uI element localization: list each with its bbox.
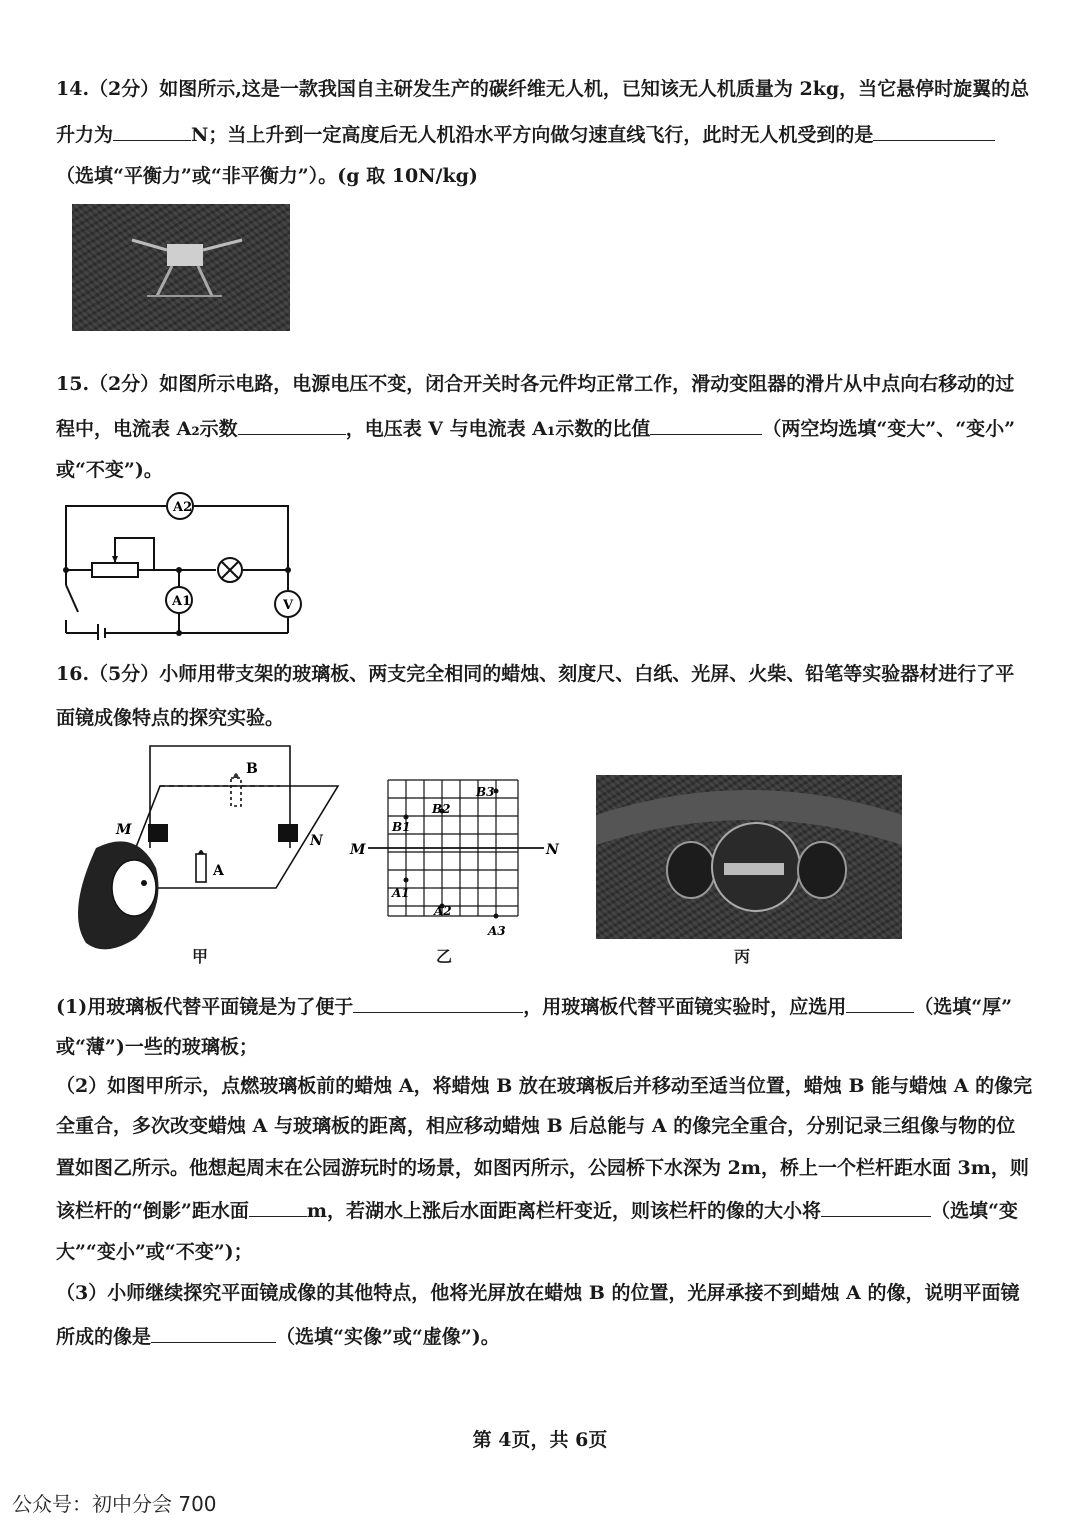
q16-p1-line-1 [56, 992, 1026, 1020]
grid-label-B2: B2 [432, 802, 451, 816]
caption-bing: 丙 [733, 947, 750, 966]
q16-p1-text-b: ，用玻璃板代替平面镜实验时，应选用 [523, 996, 847, 1018]
q14-text-a: 升力为 [56, 124, 114, 146]
q14-text-b: N；当上升到一定高度后无人机沿水平方向做匀速直线飞行，此时无人机受到的是 [191, 124, 874, 146]
q16-p2-line-4 [56, 1196, 1026, 1224]
q16-blank-3[interactable] [249, 1196, 307, 1217]
q16-p2-line-3: 置如图乙所示。他想起周末在公园游玩时的场景，如图丙所示，公园桥下水深为 2m，桥上一个栏杆距水面 3m，则 [56, 1157, 1029, 1179]
q16-p3-text-a: 所成的像是 [56, 1326, 152, 1348]
q15-line-3: 或“不变”)。 [56, 459, 163, 481]
q16-p2-text-a: 该栏杆的“倒影”距水面 [56, 1200, 249, 1222]
q16-blank-5[interactable] [151, 1322, 276, 1343]
q14-blank-1[interactable] [113, 120, 191, 141]
label-N: N [310, 833, 323, 849]
q16-line-1: 16.（5分）小师用带支架的玻璃板、两支完全相同的蜡烛、刻度尺、白纸、光屏、火柴、铅笔等实验器材进行了平 [56, 663, 1015, 685]
caption-yi: 乙 [435, 947, 452, 966]
q15-text-b: ，电压表 V 与电流表 A₁示数的比值 [345, 418, 651, 440]
watermark-text: 公众号：初中分会 700 [12, 1492, 217, 1516]
q14-blank-2[interactable] [873, 120, 995, 141]
drone-photo [72, 204, 290, 331]
q15-text-c: （两空均选填“变大”、“变小” [762, 418, 1016, 440]
q16-p1-text-a: (1)用玻璃板代替平面镜是为了便于 [56, 996, 354, 1018]
q16-p2-line-2: 全重合，多次改变蜡烛 A 与玻璃板的距离，相应移动蜡烛 B 后总能与 A 的像完全重合，分别记录三组像与物的位 [56, 1115, 1016, 1137]
q16-blank-1[interactable] [353, 992, 523, 1013]
q16-p2-line-1: （2）如图甲所示，点燃玻璃板前的蜡烛 A，将蜡烛 B 放在玻璃板后并移动至适当位置，蜡烛 B 能与蜡烛 A 的像完 [56, 1075, 1033, 1097]
page-number: 第 4页，共 6页 [472, 1429, 608, 1451]
figure-yi-grid [348, 775, 568, 940]
drone-icon [72, 204, 290, 331]
grid-label-A1: A1 [392, 886, 410, 900]
q16-p3-text-b: （选填“实像”或“虚像”)。 [276, 1326, 500, 1348]
q14-line-1: 14.（2分）如图所示,这是一款我国自主研发生产的碳纤维无人机，已知该无人机质量为 2kg，当它悬停时旋翼的总 [56, 78, 1030, 100]
q16-p3-line-2 [56, 1322, 1026, 1350]
meter-v-label: V [283, 598, 294, 613]
girl-observer-icon [78, 841, 159, 949]
q16-blank-4[interactable] [821, 1196, 931, 1217]
bridge-icon [596, 775, 902, 939]
q16-p1-text-c: （选填“厚” [914, 996, 1013, 1018]
grid-label-A2: A2 [434, 904, 452, 918]
grid-label-M: M [350, 842, 366, 858]
q15-line-1: 15.（2分）如图所示电路，电源电压不变，闭合开关时各元件均正常工作，滑动变阻器的滑片从中点向右移动的过 [56, 373, 1015, 395]
q15-text-a: 程中，电流表 A₂示数 [56, 418, 238, 440]
q16-p2-text-c: （选填“变 [930, 1200, 1018, 1222]
grid-label-B3: B3 [476, 785, 495, 799]
grid-label-A3: A3 [488, 924, 506, 938]
q15-line-2 [56, 414, 1026, 442]
q14-line-2 [56, 120, 1026, 148]
q16-p2-text-b: m，若湖水上涨后水面距离栏杆变近，则该栏杆的像的大小将 [306, 1200, 821, 1222]
circuit-diagram [56, 490, 306, 640]
q16-p3-line-1: （3）小师继续探究平面镜成像的其他特点，他将光屏放在蜡烛 B 的位置，光屏承接不到蜡烛 A 的像，说明平面镜 [56, 1282, 1020, 1304]
q16-line-2: 面镜成像特点的探究实验。 [56, 707, 285, 729]
q16-p1-line-2: 或“薄”)一些的玻璃板； [56, 1036, 258, 1058]
figure-jia-mirror-setup [76, 738, 346, 968]
label-B: B [246, 761, 258, 777]
q16-blank-2[interactable] [846, 992, 914, 1013]
caption-jia: 甲 [191, 947, 208, 966]
q16-p2-line-5: 大”“变小”或“不变”)； [56, 1241, 253, 1263]
grid-label-B1: B1 [392, 820, 411, 834]
meter-a2-label: A2 [173, 500, 193, 515]
q15-blank-2[interactable] [650, 414, 762, 435]
label-A: A [213, 863, 224, 879]
bridge-photo [596, 775, 902, 939]
meter-a1-label: A1 [172, 594, 192, 609]
q14-line-3: （选填“平衡力”或“非平衡力”）。(g 取 10N/kg) [56, 165, 478, 187]
q15-blank-1[interactable] [238, 414, 346, 435]
grid-label-N: N [546, 842, 559, 858]
label-M: M [116, 822, 132, 838]
